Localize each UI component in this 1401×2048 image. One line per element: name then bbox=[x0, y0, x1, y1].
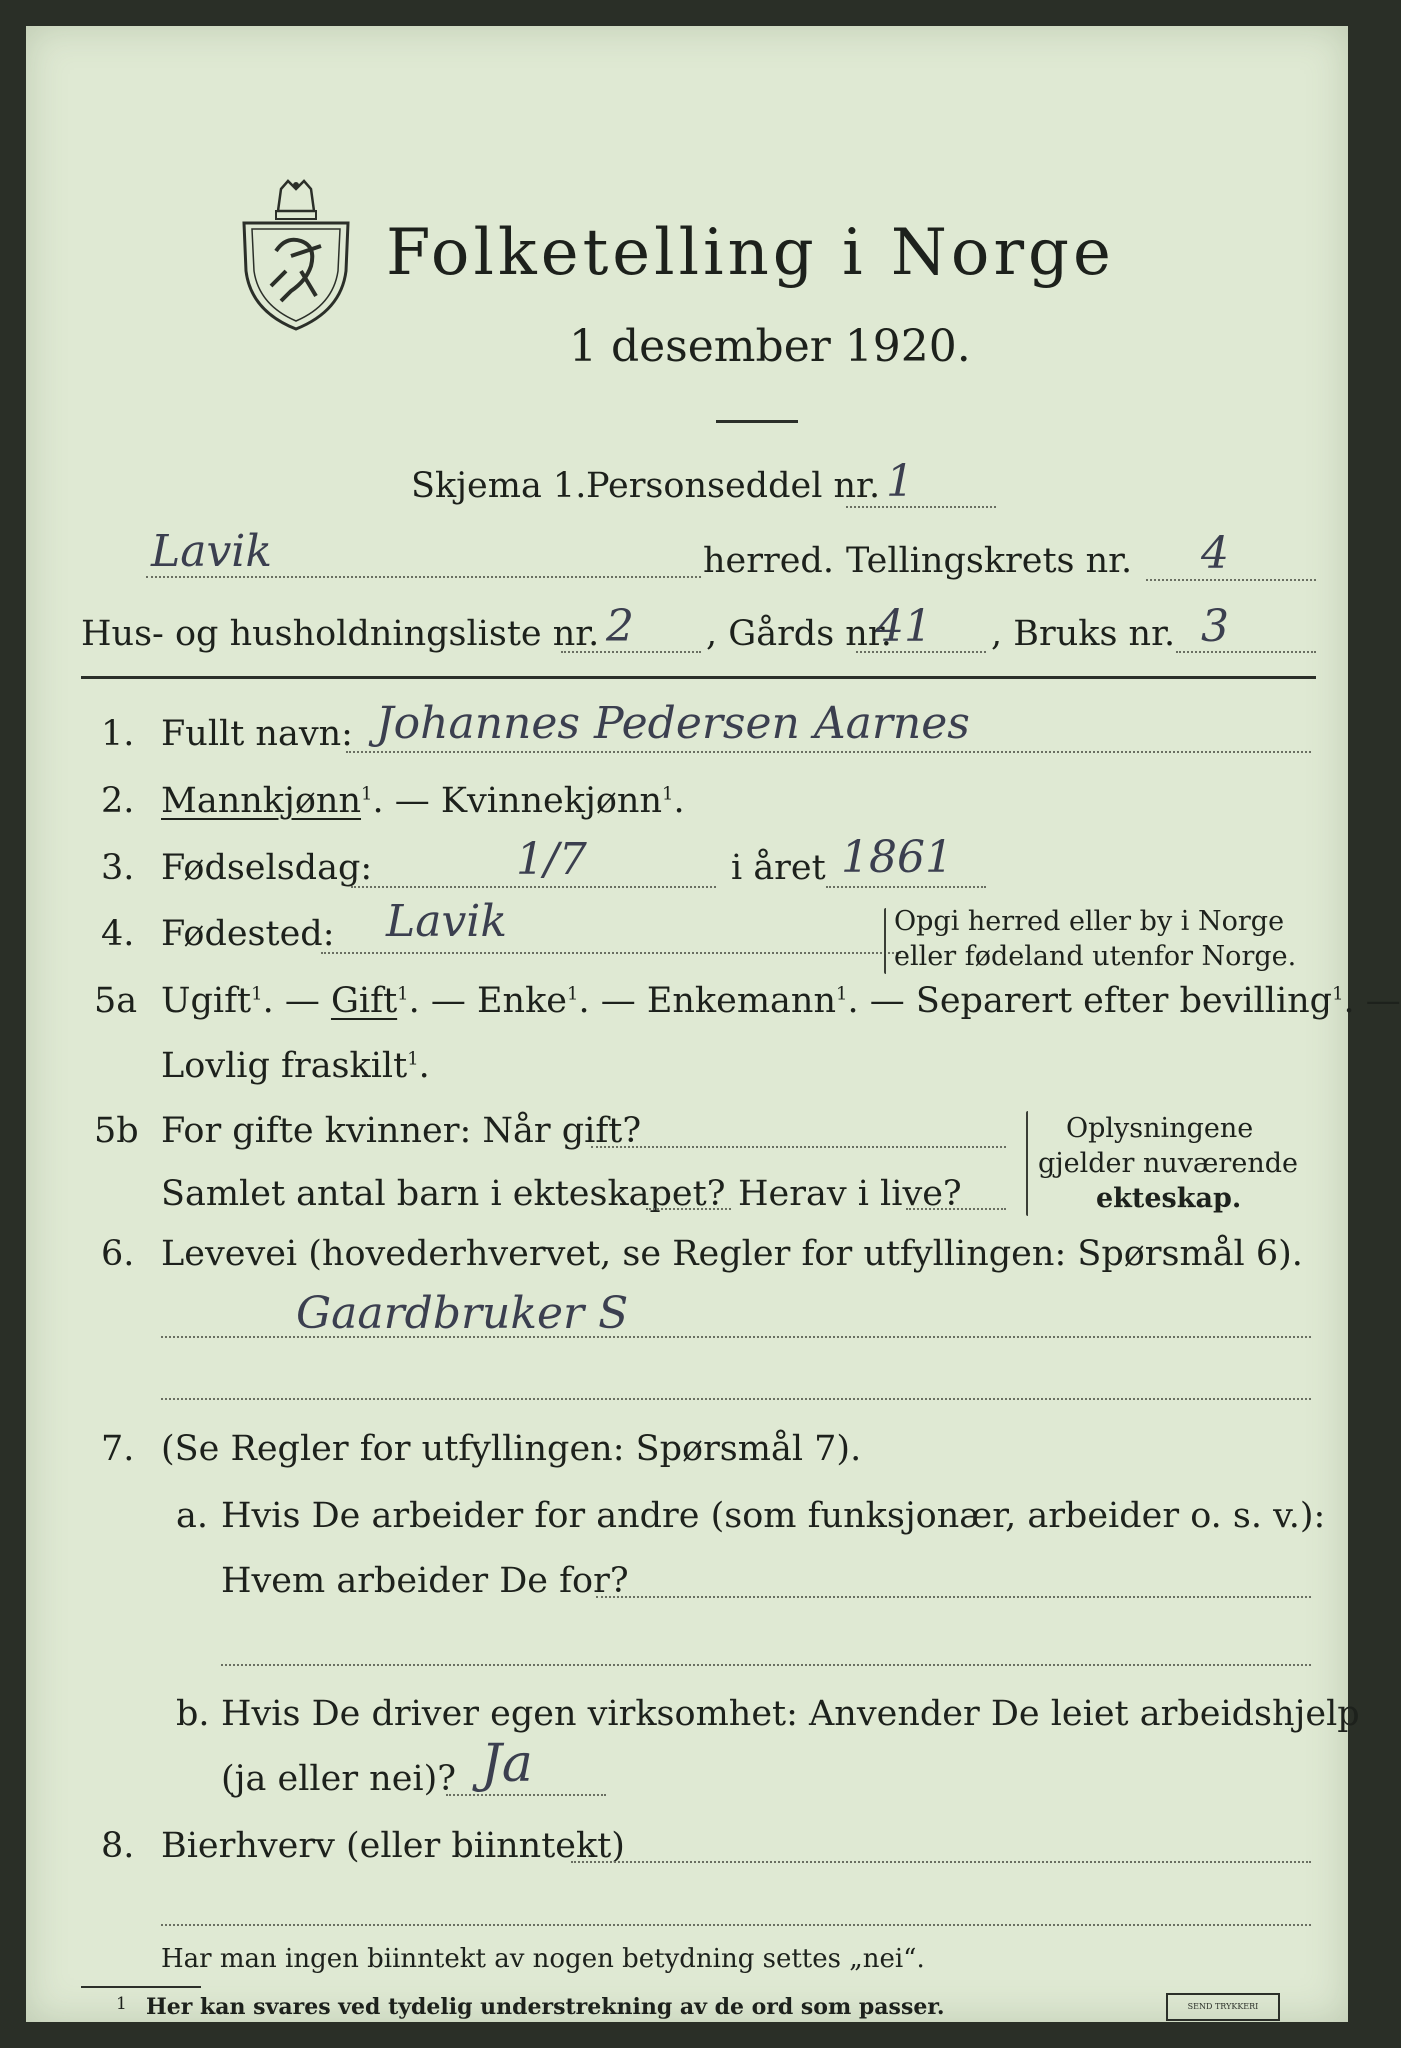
footnote-marker: 1 bbox=[116, 1994, 127, 2014]
q7a-line-2 bbox=[221, 1664, 1311, 1666]
q6-number: 6. bbox=[101, 1234, 135, 1274]
q5b-note-line2: gjelder nuværende bbox=[1038, 1148, 1298, 1179]
q5b-married-line bbox=[591, 1146, 1006, 1148]
census-form-page bbox=[26, 26, 1401, 2022]
q5b-note-line3: ekteskap. bbox=[1096, 1183, 1242, 1214]
q4-value: Lavik bbox=[386, 896, 508, 947]
q3-number: 3. bbox=[101, 848, 135, 888]
q3-value: 1/7 bbox=[516, 834, 587, 885]
personseddel-value: 1 bbox=[886, 456, 914, 507]
q3-year-label: i året bbox=[731, 848, 826, 888]
footnote-text: Her kan svares ved tydelig understrekning av de ord som passer. bbox=[146, 1994, 945, 2020]
bruks-label: , Bruks nr. bbox=[991, 614, 1176, 654]
q3-day-line bbox=[351, 886, 716, 888]
footnote-divider bbox=[81, 1986, 201, 1988]
header-divider bbox=[81, 676, 1316, 679]
personseddel-line bbox=[846, 506, 996, 508]
q5a-fraskilt: Lovlig fraskilt bbox=[161, 1046, 408, 1086]
personseddel-label: Personseddel nr. bbox=[586, 466, 881, 506]
q7a-line-1 bbox=[596, 1596, 1311, 1598]
q1-value: Johannes Pedersen Aarnes bbox=[376, 698, 970, 749]
q7b-letter: b. bbox=[176, 1694, 210, 1734]
q7a-label: Hvis De arbeider for andre (som funksjonær, arbeider o. s. v.): bbox=[221, 1496, 1326, 1536]
q3-year-value: 1861 bbox=[841, 832, 953, 883]
q5a-gift-footnote: 1 bbox=[397, 983, 409, 1005]
q2-separator: . — bbox=[372, 781, 441, 821]
herred-value: Lavik bbox=[151, 526, 273, 577]
q7b-line bbox=[446, 1794, 606, 1796]
q5a-ugift-footnote: 1 bbox=[251, 983, 263, 1005]
q5b-label-alive: Herav i live? bbox=[738, 1174, 962, 1214]
q2-number: 2. bbox=[101, 781, 135, 821]
q8-line-2 bbox=[161, 1924, 1311, 1926]
q1-line bbox=[346, 751, 1311, 753]
q5a-separert-footnote: 1 bbox=[1332, 983, 1344, 1005]
q4-line bbox=[321, 952, 901, 954]
q3-label: Fødselsdag: bbox=[161, 848, 373, 888]
q3-year-line bbox=[826, 886, 986, 888]
husliste-value: 2 bbox=[606, 601, 634, 652]
q2-female-footnote: 1 bbox=[662, 783, 674, 805]
q5a-fraskilt-footnote: 1 bbox=[407, 1048, 419, 1070]
husliste-label: Hus- og husholdningsliste nr. bbox=[81, 614, 600, 654]
q1-label: Fullt navn: bbox=[161, 714, 353, 754]
q5b-label-married: For gifte kvinner: Når gift? bbox=[161, 1111, 642, 1151]
q5b-number: 5b bbox=[94, 1111, 139, 1151]
q7-label: (Se Regler for utfyllingen: Spørsmål 7). bbox=[161, 1429, 862, 1469]
herred-label: herred. bbox=[703, 541, 834, 581]
q5a-ugift: Ugift bbox=[161, 981, 252, 1021]
form-date: 1 desember 1920. bbox=[569, 321, 971, 372]
q7b-label: Hvis De driver egen virksomhet: Anvender De leiet arbeidshjelp bbox=[221, 1694, 1360, 1734]
bruks-line bbox=[1176, 651, 1316, 653]
q6-value: Gaardbruker S bbox=[296, 1288, 629, 1339]
q5b-alive-line bbox=[906, 1208, 1006, 1210]
q5a-number: 5a bbox=[94, 981, 138, 1021]
q5a-separert: Separert efter bevilling bbox=[915, 981, 1333, 1021]
q5a-gift: Gift bbox=[330, 981, 398, 1021]
q5a-enke: Enke bbox=[476, 981, 567, 1021]
q5b-children-line bbox=[646, 1208, 731, 1210]
q6-label: Levevei (hovederhvervet, se Regler for utfyllingen: Spørsmål 6). bbox=[161, 1234, 1303, 1274]
q8-number: 8. bbox=[101, 1826, 135, 1866]
q5a-enke-footnote: 1 bbox=[567, 983, 579, 1005]
q5b-note-line1: Oplysningene bbox=[1066, 1113, 1254, 1144]
gards-value: 41 bbox=[876, 601, 932, 652]
q8-note: Har man ingen biinntekt av nogen betydning settes „nei“. bbox=[161, 1944, 925, 1974]
q4-number: 4. bbox=[101, 914, 135, 954]
q8-line-1 bbox=[571, 1861, 1311, 1863]
q6-line-2 bbox=[161, 1398, 1311, 1400]
bruks-value: 3 bbox=[1201, 601, 1229, 652]
q5a-enkemann-footnote: 1 bbox=[836, 983, 848, 1005]
q7a-label2: Hvem arbeider De for? bbox=[221, 1561, 629, 1601]
q4-note-brace bbox=[884, 908, 886, 974]
coat-of-arms-icon bbox=[236, 181, 356, 331]
tellingskrets-value: 4 bbox=[1201, 528, 1229, 579]
q5b-note-brace bbox=[1026, 1111, 1028, 1216]
q7b-value: Ja bbox=[481, 1734, 533, 1794]
tellingskrets-label: Tellingskrets nr. bbox=[846, 541, 1133, 581]
q4-label: Fødested: bbox=[161, 914, 335, 954]
q4-note-line1: Opgi herred eller by i Norge bbox=[894, 906, 1285, 937]
gards-label: , Gårds nr. bbox=[706, 614, 892, 654]
q2-male-footnote: 1 bbox=[361, 783, 373, 805]
q8-label: Bierhverv (eller biinntekt) bbox=[161, 1826, 625, 1866]
q5a-enkemann: Enkemann bbox=[646, 981, 836, 1021]
form-title: Folketelling i Norge bbox=[386, 216, 1115, 290]
q2-options: Mannkjønn$^1$. — Kvinnekjønn$^1$. bbox=[161, 781, 685, 821]
q1-number: 1. bbox=[101, 714, 135, 754]
q7-number: 7. bbox=[101, 1429, 135, 1469]
printer-stamp: SEND TRYKKERI bbox=[1166, 1993, 1280, 2021]
q5a-options: Ugift$^1$. — Gift$^1$. — Enke$^1$. — Enkemann$^1$. — Separert efter bevilling$^1$. — bbox=[161, 981, 1401, 1021]
tellingskrets-line bbox=[1146, 579, 1316, 581]
q5a-options-line2: Lovlig fraskilt$^1$. bbox=[161, 1046, 430, 1086]
q2-female-option: Kvinnekjønn bbox=[440, 781, 662, 821]
q7a-letter: a. bbox=[176, 1496, 208, 1536]
title-divider bbox=[716, 420, 798, 423]
q5b-label-children: Samlet antal barn i ekteskapet? bbox=[161, 1174, 726, 1214]
q2-male-option: Mannkjønn bbox=[161, 781, 362, 821]
q4-note-line2: eller fødeland utenfor Norge. bbox=[894, 941, 1297, 972]
q7b-label2: (ja eller nei)? bbox=[221, 1759, 457, 1799]
skjema-label: Skjema 1. bbox=[411, 466, 587, 506]
